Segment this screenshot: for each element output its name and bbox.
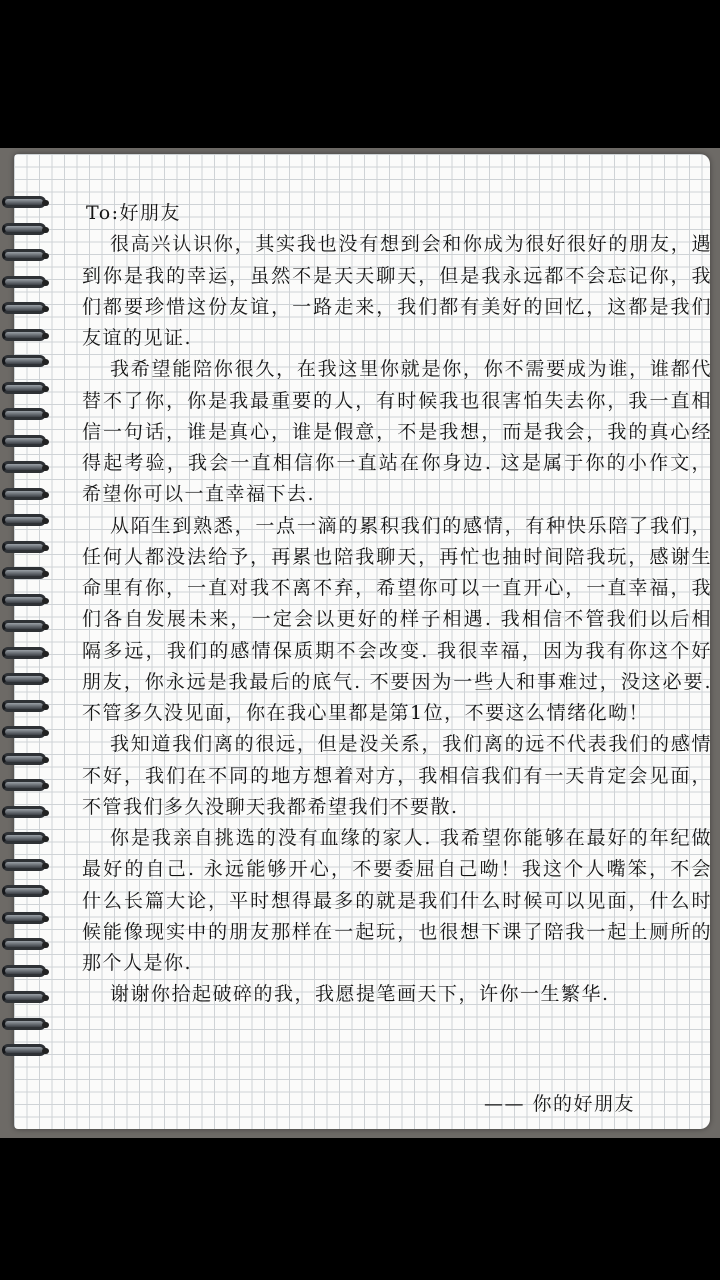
letter-paragraph-1: 很高兴认识你，其实我也没有想到会和你成为很好很好的朋友，遇到你是我的幸运，虽然不是天天聊天，但是我永远都不会忘记你，我们都要珍惜这份友谊，一路走来，我们都有美好的回忆，这都是我们友谊的见证. bbox=[82, 233, 712, 349]
spiral-ring bbox=[2, 620, 46, 632]
spiral-ring bbox=[2, 541, 46, 553]
spiral-binding bbox=[0, 196, 48, 1076]
spiral-ring bbox=[2, 885, 46, 897]
letter-paragraph-6: 谢谢你拾起破碎的我，我愿提笔画天下，许你一生繁华. bbox=[110, 983, 610, 1006]
letter-paragraph-4: 我知道我们离的很远，但是没关系，我们离的远不代表我们的感情不好，我们在不同的地方想着对方，我相信我们有一天肯定会见面，不管我们多久没聊天我都希望我们不要散. bbox=[82, 733, 712, 818]
spiral-ring bbox=[2, 567, 46, 579]
spiral-ring bbox=[2, 223, 46, 235]
spiral-ring bbox=[2, 832, 46, 844]
spiral-ring bbox=[2, 647, 46, 659]
spiral-ring bbox=[2, 461, 46, 473]
handwritten-letter bbox=[82, 186, 712, 1011]
grid-paper-page bbox=[14, 154, 710, 1129]
spiral-ring bbox=[2, 726, 46, 738]
spiral-ring bbox=[2, 753, 46, 765]
spiral-ring bbox=[2, 859, 46, 871]
spiral-ring bbox=[2, 382, 46, 394]
letter-paragraph-2: 我希望能陪你很久，在我这里你就是你，你不需要成为谁，谁都代替不了你，你是我最重要的人，有时候我也很害怕失去你，我一直相信一句话，谁是真心，谁是假意，不是我想，而是我会，我的真心经得起考验，我会一直相信你一直站在你身边. 这是属于你的小作文，希望你可以一直幸福下去. bbox=[82, 358, 712, 506]
spiral-ring bbox=[2, 965, 46, 977]
spiral-ring bbox=[2, 435, 46, 447]
spiral-ring bbox=[2, 700, 46, 712]
spiral-ring bbox=[2, 514, 46, 526]
spiral-ring bbox=[2, 1018, 46, 1030]
spiral-ring bbox=[2, 938, 46, 950]
spiral-ring bbox=[2, 488, 46, 500]
spiral-ring bbox=[2, 329, 46, 341]
letter-greeting: To:好朋友 bbox=[86, 202, 182, 224]
spiral-ring bbox=[2, 249, 46, 261]
spiral-ring bbox=[2, 779, 46, 791]
spiral-ring bbox=[2, 302, 46, 314]
spiral-ring bbox=[2, 196, 46, 208]
spiral-ring bbox=[2, 408, 46, 420]
spiral-ring bbox=[2, 673, 46, 685]
spiral-ring bbox=[2, 806, 46, 818]
spiral-ring bbox=[2, 912, 46, 924]
spiral-ring bbox=[2, 276, 46, 288]
spiral-ring bbox=[2, 991, 46, 1003]
letter-paragraph-5: 你是我亲自挑选的没有血缘的家人. 我希望你能够在最好的年纪做最好的自己. 永远能够开心，不要委屈自己呦！我这个人嘴笨，不会什么长篇大论，平时想得最多的就是我们什么时候可以见面，什么时候能像现实中的朋友那样在一起玩，也很想下课了陪我一起上厕所的那个人是你. bbox=[82, 827, 712, 974]
letter-paragraph-3: 从陌生到熟悉，一点一滴的累积我们的感情，有种快乐陪了我们，任何人都没法给予，再累也陪我聊天，再忙也抽时间陪我玩，感谢生命里有你，一直对我不离不弃，希望你可以一直开心，一直幸福，我们各自发展未来，一定会以更好的样子相遇. 我相信不管我们以后相隔多远，我们的感情保质期不会改变. 我很幸福，因为我有你这个好朋友，你永远是我最后的底气. 不要因为一些人和事难过，没这必要. 不管多久没见面，你在我心里都是第1位，不要这么情绪化呦！ bbox=[82, 514, 712, 724]
letter-signature: —— 你的好朋友 bbox=[484, 1093, 636, 1115]
spiral-ring bbox=[2, 594, 46, 606]
notebook-photo bbox=[0, 148, 720, 1138]
spiral-ring bbox=[2, 355, 46, 367]
spiral-ring bbox=[2, 1044, 46, 1056]
